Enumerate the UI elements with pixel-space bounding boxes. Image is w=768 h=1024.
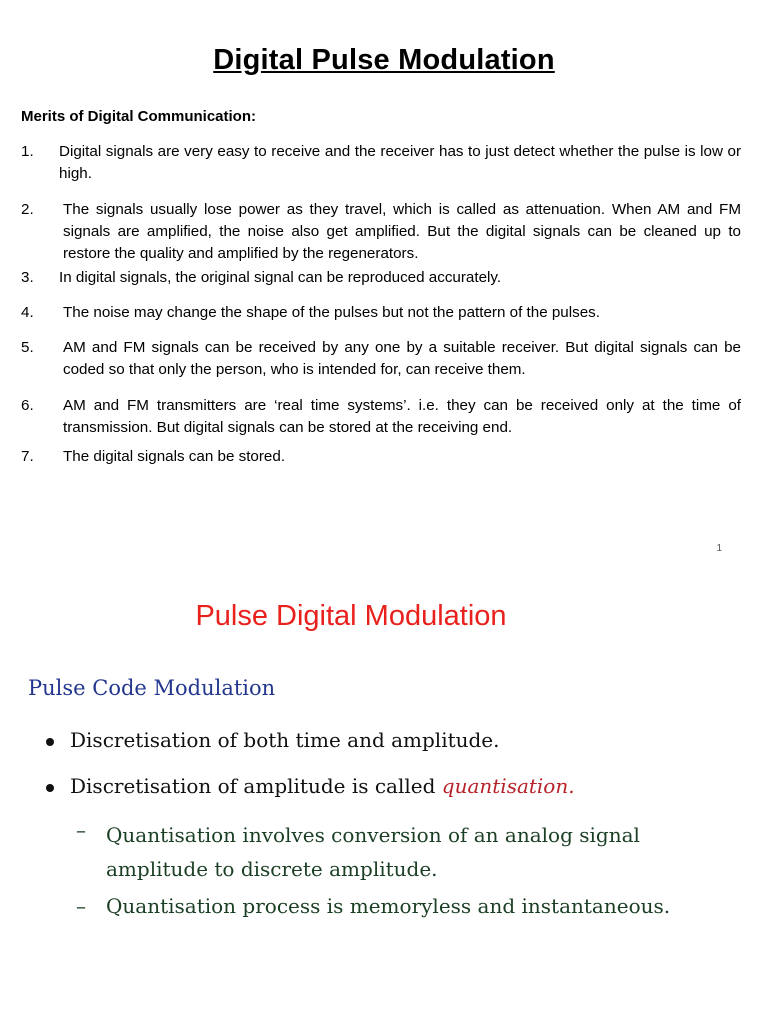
sub-bullet-text: Quantisation involves conversion of an analog signal amplitude to discrete amplitude.: [106, 823, 640, 881]
bullet-text: Discretisation of both time and amplitude.: [70, 728, 500, 752]
list-text: AM and FM signals can be received by any one by a suitable receiver. But digital signals can be coded so that only the person, who is intended for, can receive them.: [63, 339, 741, 378]
list-number: 6.: [21, 397, 34, 414]
bullet-dot-icon: [46, 738, 54, 746]
list-number: 1.: [21, 143, 34, 160]
list-number: 3.: [21, 269, 34, 286]
dash-icon: –: [76, 818, 86, 842]
slide-2-title: Pulse Digital Modulation: [195, 600, 507, 632]
merits-heading: Merits of Digital Communication:: [21, 108, 257, 125]
pcm-heading: Pulse Code Modulation: [28, 676, 276, 700]
list-text: The digital signals can be stored.: [63, 448, 286, 465]
list-number: 7.: [21, 448, 34, 465]
bullet-text-suffix: .: [568, 774, 575, 798]
quantisation-term: quantisation: [441, 774, 569, 798]
list-number: 5.: [21, 339, 34, 356]
bullet-text: [70, 774, 575, 798]
list-number: 2.: [21, 201, 34, 218]
list-text: The signals usually lose power as they travel, which is called as attenuation. When AM and FM signals are amplified, the noise also get amplified. But the digital signals can be cleaned up to restore the quality and amplified by the regenerators.: [63, 201, 741, 262]
slide-2: [0, 580, 768, 1024]
page-number: 1: [716, 543, 722, 554]
list-text: In digital signals, the original signal can be reproduced accurately.: [59, 269, 502, 286]
list-number: 4.: [21, 304, 34, 321]
sub-bullet-text: Quantisation process is memoryless and instantaneous.: [106, 894, 671, 918]
list-text: AM and FM transmitters are ‘real time systems’. i.e. they can be received only at the time of transmission. But digital signals can be stored at the receiving end.: [63, 397, 741, 436]
dash-icon: –: [76, 894, 86, 918]
list-text: The noise may change the shape of the pulses but not the pattern of the pulses.: [63, 304, 600, 321]
list-text: Digital signals are very easy to receive and the receiver has to just detect whether the pulse is low or high.: [59, 143, 741, 182]
bullet-text-prefix: Discretisation of amplitude is called: [70, 774, 442, 798]
slide-1-title: Digital Pulse Modulation: [213, 44, 555, 76]
bullet-dot-icon: [46, 784, 54, 792]
